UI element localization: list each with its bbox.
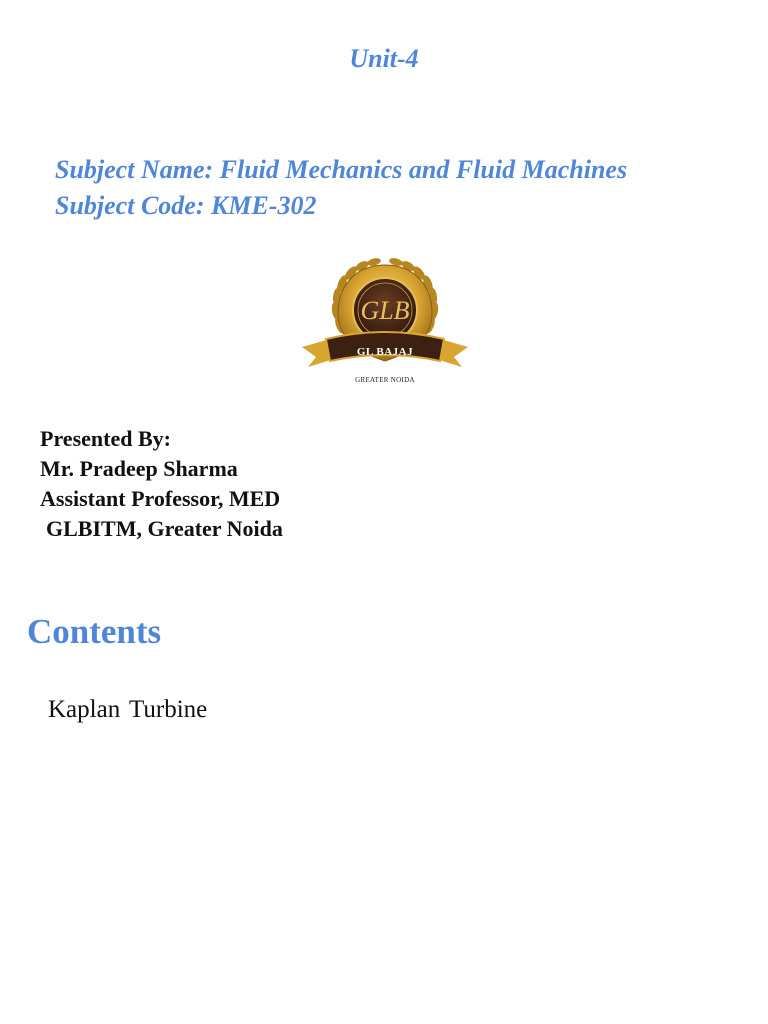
gl-bajaj-logo <box>300 255 470 390</box>
subject-name: Subject Name: Fluid Mechanics and Fluid Machines <box>55 155 628 184</box>
presenter-label: Presented By: <box>40 426 171 451</box>
contents-heading: Contents <box>27 612 162 651</box>
presenter-institute: GLBITM, Greater Noida <box>46 516 283 541</box>
logo-banner-text: GL BAJAJ <box>356 346 414 358</box>
unit-title: Unit-4 <box>349 44 419 73</box>
subject-block <box>55 152 627 224</box>
presenter-name: Mr. Pradeep Sharma <box>40 456 238 481</box>
contents-item: Kaplan Turbine <box>48 696 208 723</box>
presenter-designation: Assistant Professor, MED <box>40 486 281 511</box>
logo-subtext: GREATER NOIDA <box>355 376 415 384</box>
presenter-block <box>40 424 283 544</box>
logo-monogram: GLB <box>360 296 410 325</box>
subject-code: Subject Code: KME-302 <box>55 191 317 220</box>
